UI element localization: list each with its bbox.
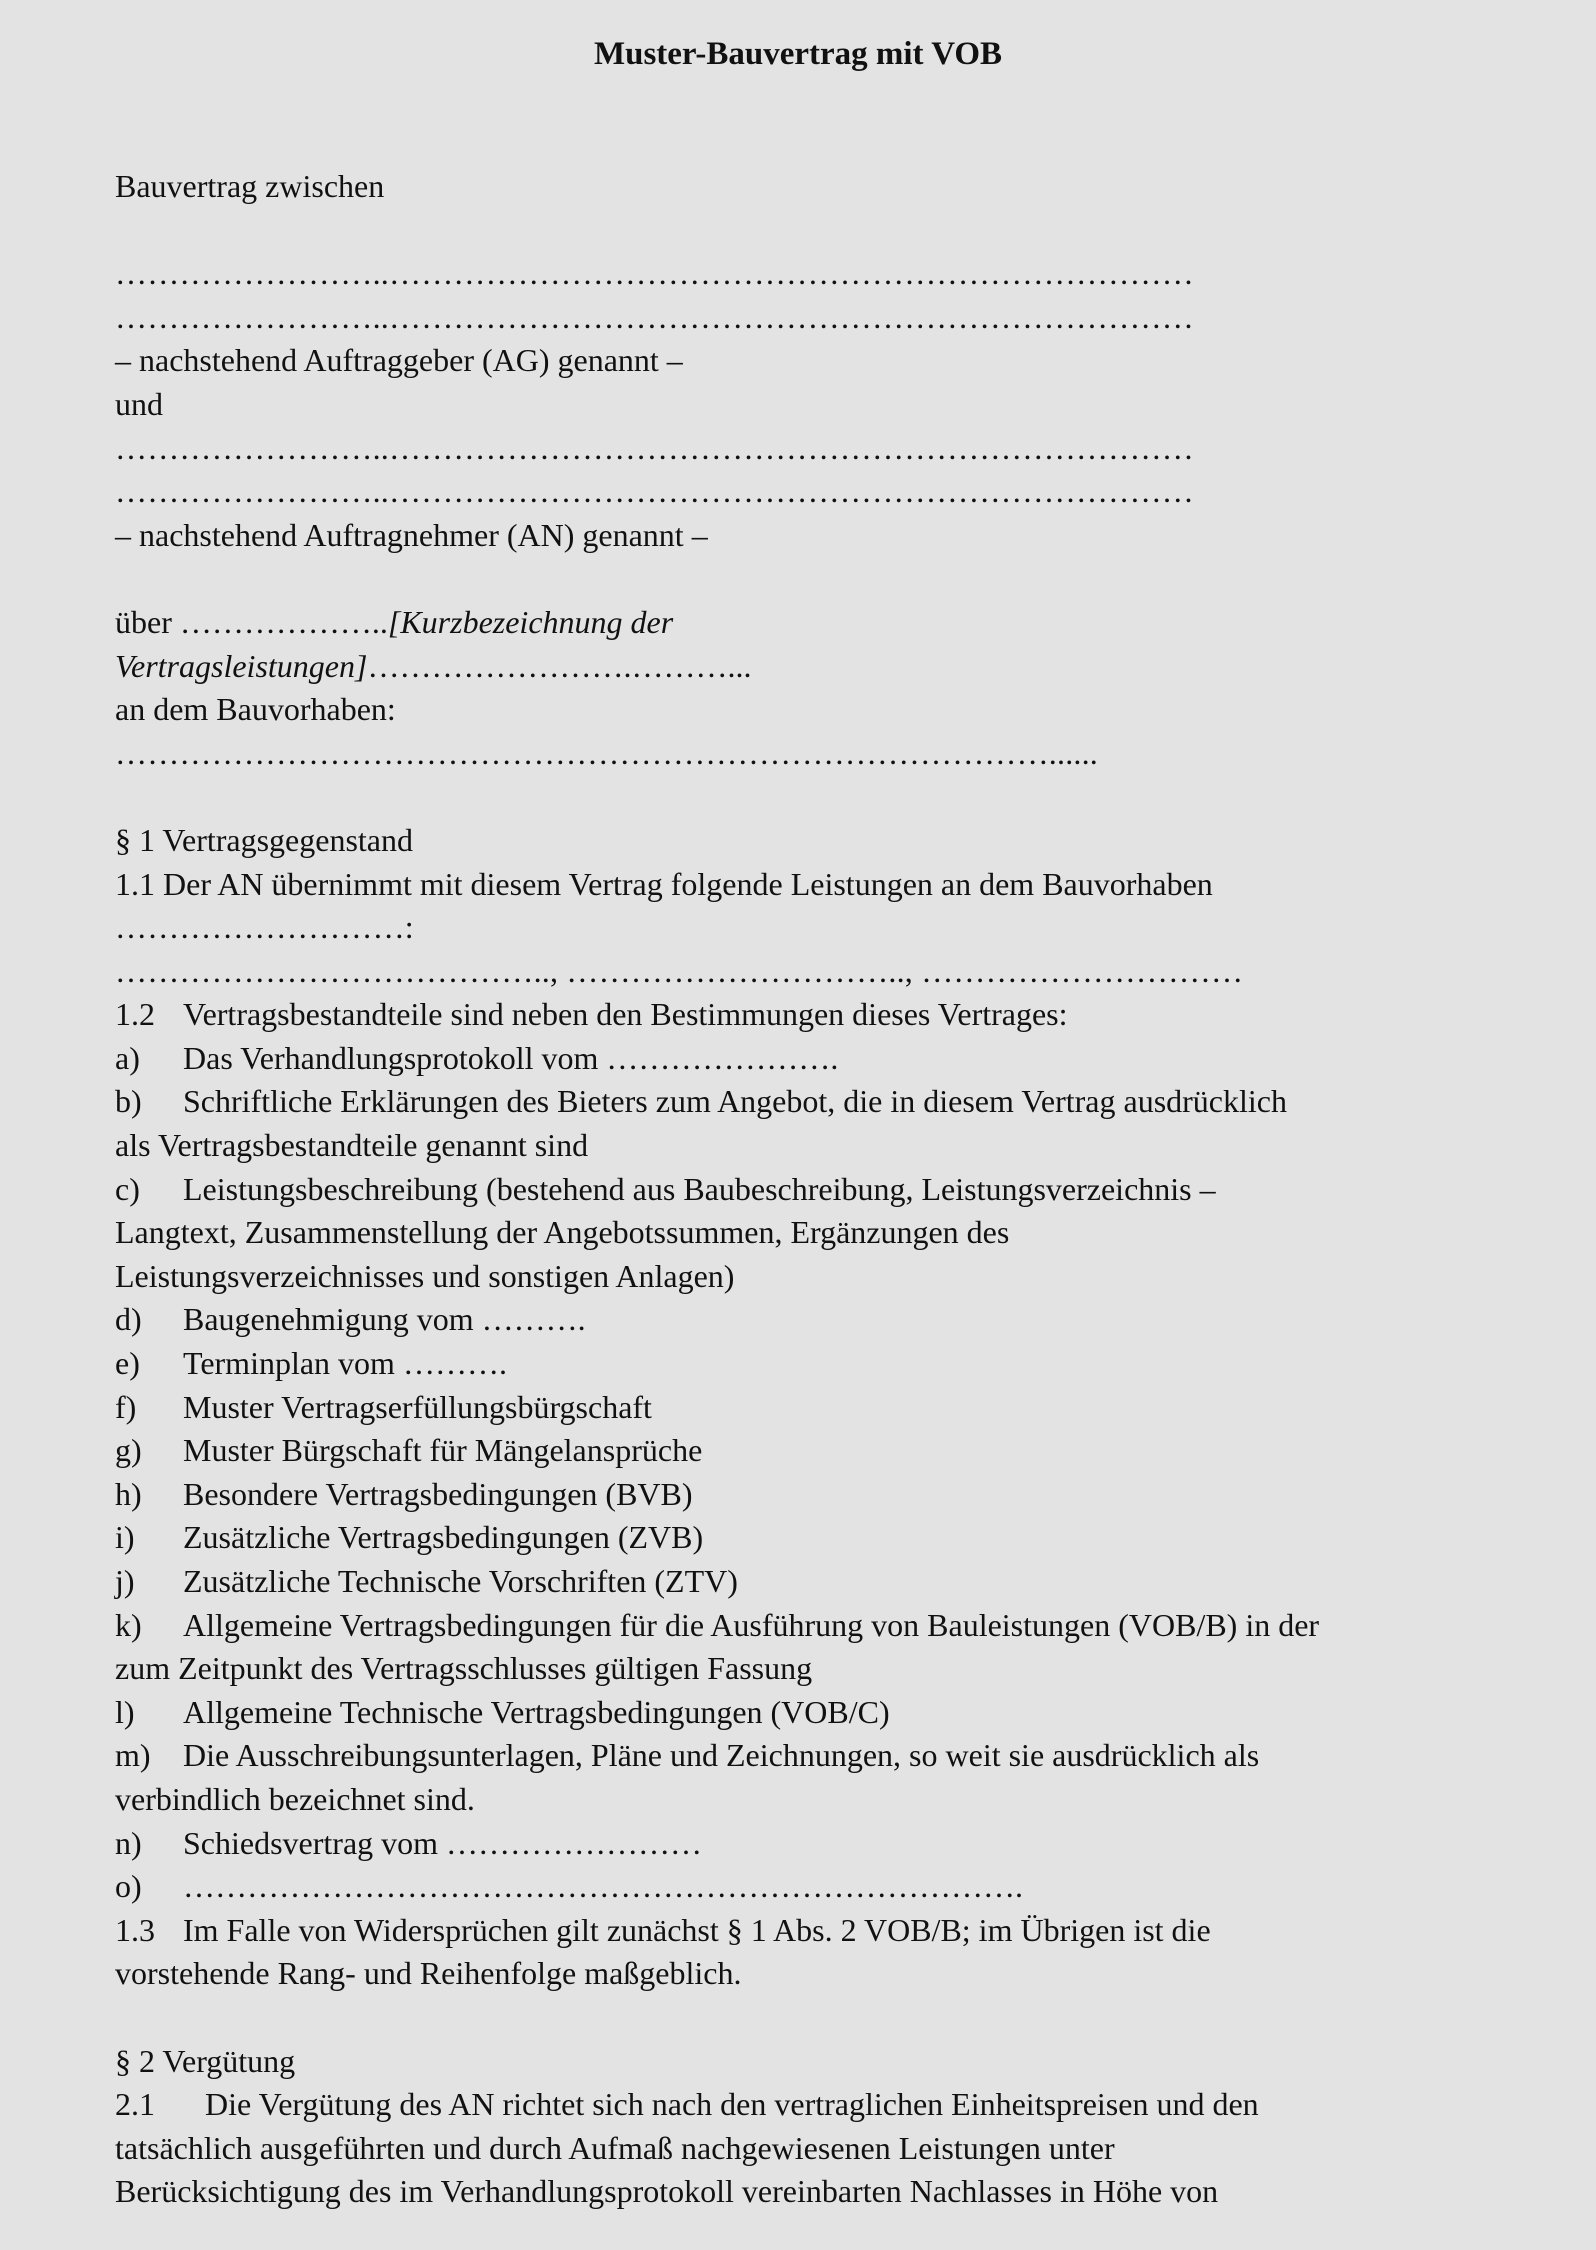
clause-1-2-number: 1.2 (115, 996, 155, 1033)
list-item-label: d) (115, 1301, 142, 1338)
list-item-text: Leistungsbeschreibung (bestehend aus Baubeschreibung, Leistungsverzeichnis – (183, 1170, 1216, 1207)
list-item (115, 1560, 1495, 1604)
clause-2-1-line-2: tatsächlich ausgeführten und durch Aufmaß nachgewiesenen Leistungen unter (115, 2129, 1115, 2166)
list-item (115, 1516, 1495, 1560)
list-item-text: Muster Bürgschaft für Mängelansprüche (183, 1432, 703, 1469)
list-item (115, 1865, 1495, 1909)
list-item-label: i) (115, 1519, 135, 1556)
spacer (115, 209, 1495, 253)
list-item-text: Allgemeine Technische Vertragsbedingungen (VOB/C) (183, 1693, 890, 1730)
list-item-text: Zusätzliche Technische Vorschriften (ZTV) (183, 1563, 738, 1599)
an-blank-line-1: ……………………..………………………………………………………………… (115, 429, 1194, 466)
list-item-text: Langtext, Zusammenstellung der Angebotssummen, Ergänzungen des (115, 1214, 1010, 1251)
list-item-label: h) (115, 1475, 142, 1512)
list-item-label: o) (115, 1868, 142, 1905)
list-item-text: Baugenehmigung vom ………. (183, 1301, 586, 1338)
list-item-text: Leistungsverzeichnisses und sonstigen Anlagen) (115, 1257, 735, 1294)
list-item (115, 1778, 1495, 1822)
section-2-heading: § 2 Vergütung (115, 2042, 296, 2079)
list-item-label: f) (115, 1388, 137, 1425)
list-item (115, 1386, 1495, 1430)
list-item (115, 1255, 1495, 1299)
intro-text: Bauvertrag zwischen (115, 168, 385, 204)
list-item-label: n) (115, 1824, 142, 1861)
bauvorhaben-blank: ……………………………………………………………………………...... (115, 734, 1098, 771)
clause-2-1-line-3: Berücksichtigung des im Verhandlungsprotokoll vereinbarten Nachlasses in Höhe von (115, 2173, 1219, 2210)
list-item (115, 1211, 1495, 1255)
ag-blank-line-1: ……………………..………………………………………………………………… (115, 255, 1194, 292)
list-item (115, 1604, 1495, 1648)
list-item (115, 1429, 1495, 1473)
list-item (115, 1168, 1495, 1212)
list-item-text: Schriftliche Erklärungen des Bieters zum Angebot, die in diesem Vertrag ausdrücklich (183, 1083, 1287, 1120)
spacer (115, 775, 1495, 819)
list-item-label: b) (115, 1083, 142, 1120)
list-item-text: Terminplan vom ………. (183, 1345, 507, 1382)
document-body (115, 165, 1495, 2214)
list-item-label: a) (115, 1039, 140, 1076)
clause-2-1 (115, 2083, 1495, 2127)
clause-1-3-number: 1.3 (115, 1911, 155, 1948)
ueber-italic-1: [Kurzbezeichnung der (387, 603, 674, 640)
list-item-text: Die Ausschreibungsunterlagen, Pläne und Zeichnungen, so weit sie ausdrücklich als (183, 1737, 1260, 1774)
an-label: – nachstehend Auftragnehmer (AN) genannt – (115, 516, 708, 553)
clause-1-2 (115, 993, 1495, 1037)
spacer (115, 557, 1495, 601)
list-item (115, 1080, 1495, 1124)
list-item-text: Zusätzliche Vertragsbedingungen (ZVB) (183, 1519, 704, 1556)
ag-label: – nachstehend Auftraggeber (AG) genannt – (115, 342, 683, 379)
ueber-suffix: …………………….………... (367, 647, 752, 684)
clause-1-1-line-1: 1.1 Der AN übernimmt mit diesem Vertrag folgende Leistungen an dem Bauvorhaben (115, 865, 1213, 902)
list-item-label: l) (115, 1693, 135, 1730)
list-item-label: c) (115, 1170, 140, 1207)
list-item-text: ……………………………………………………………………. (183, 1868, 1023, 1905)
ueber-prefix: über ……………….. (115, 603, 388, 640)
ueber-line-1 (115, 601, 1495, 645)
an-blank-line-2: ……………………..………………………………………………………………… (115, 473, 1194, 510)
list-item-label: m) (115, 1737, 151, 1774)
list-item-text: Das Verhandlungsprotokoll vom …………………. (183, 1039, 839, 1076)
clause-1-2-text: Vertragsbestandteile sind neben den Bestimmungen dieses Vertrages: (183, 996, 1068, 1033)
list-item (115, 1124, 1495, 1168)
clause-1-3 (115, 1909, 1495, 1953)
clause-1-3-text: Im Falle von Widersprüchen gilt zunächst § 1 Abs. 2 VOB/B; im Übrigen ist die (183, 1911, 1211, 1948)
list-item (115, 1734, 1495, 1778)
bauvorhaben-label: an dem Bauvorhaben: (115, 691, 396, 728)
list-item-text: Schiedsvertrag vom …………………… (183, 1824, 703, 1861)
list-item-text: Besondere Vertragsbedingungen (BVB) (183, 1475, 693, 1512)
list-item (115, 1691, 1495, 1735)
document-title: Muster-Bauvertrag mit VOB (593, 36, 1003, 72)
section-1-heading: § 1 Vertragsgegenstand (115, 821, 413, 858)
clause-2-1-text: Die Vergütung des AN richtet sich nach den vertraglichen Einheitspreisen und den (205, 2086, 1259, 2123)
list-item (115, 1473, 1495, 1517)
list-item (115, 1298, 1495, 1342)
list-item (115, 1037, 1495, 1081)
list-item-text: Allgemeine Vertragsbedingungen für die Ausführung von Bauleistungen (VOB/B) in der (183, 1606, 1320, 1643)
list-item-label: k) (115, 1606, 142, 1643)
list-item-text: als Vertragsbestandteile genannt sind (115, 1127, 589, 1164)
contract-components-list (115, 1037, 1495, 1909)
spacer (115, 1996, 1495, 2040)
list-item-text: verbindlich bezeichnet sind. (115, 1780, 475, 1817)
list-item (115, 1342, 1495, 1386)
ueber-line-2 (115, 645, 1495, 689)
list-item (115, 1647, 1495, 1691)
list-item-label: g) (115, 1432, 142, 1469)
list-item (115, 1822, 1495, 1866)
und-text: und (115, 385, 163, 422)
list-item-text: zum Zeitpunkt des Vertragsschlusses gültigen Fassung (115, 1650, 813, 1687)
ag-blank-line-2: ……………………..………………………………………………………………… (115, 298, 1194, 335)
clause-2-1-number: 2.1 (115, 2086, 155, 2123)
clause-1-1-line-3: ………………………………….., ………………………….., ………………………… (115, 952, 1244, 989)
clause-1-1-line-2: ………………………: (115, 909, 414, 946)
clause-1-3-line-2: vorstehende Rang- und Reihenfolge maßgeblich. (115, 1955, 742, 1992)
list-item-text: Muster Vertragserfüllungsbürgschaft (183, 1388, 652, 1425)
list-item-label: e) (115, 1345, 140, 1382)
list-item-label: j) (115, 1563, 135, 1599)
ueber-italic-2: Vertragsleistungen] (115, 647, 368, 684)
